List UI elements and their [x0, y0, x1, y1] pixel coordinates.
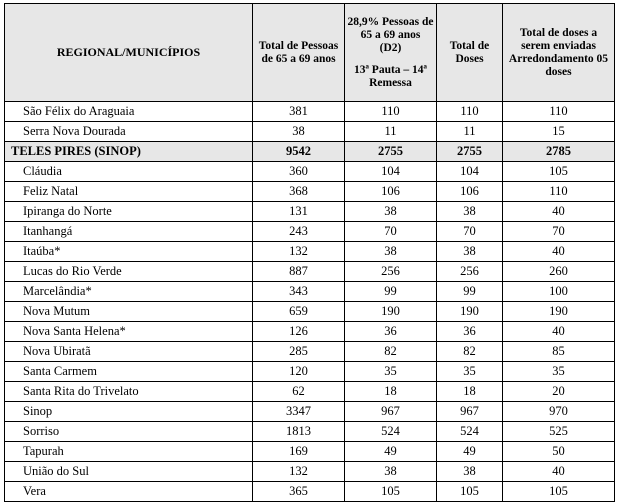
cell-doses-sent: 260: [503, 262, 615, 282]
cell-municipio: Serra Nova Dourada: [5, 122, 253, 142]
cell-municipio: Marcelândia*: [5, 282, 253, 302]
cell-total-people: 62: [253, 382, 345, 402]
cell-d2: 38: [345, 462, 437, 482]
cell-doses-sent: 525: [503, 422, 615, 442]
cell-d2: 82: [345, 342, 437, 362]
cell-municipio: Santa Carmem: [5, 362, 253, 382]
cell-total-doses: 49: [437, 442, 503, 462]
cell-municipio: São Félix do Araguaia: [5, 102, 253, 122]
cell-doses-sent: 35: [503, 362, 615, 382]
cell-total-people: 38: [253, 122, 345, 142]
cell-total-people: 3347: [253, 402, 345, 422]
cell-d2: 38: [345, 202, 437, 222]
cell-total-doses: 11: [437, 122, 503, 142]
cell-doses-sent: 105: [503, 162, 615, 182]
header-d2-line1: 28,9% Pessoas de 65 a 69 anos: [347, 15, 434, 41]
cell-total-doses: 70: [437, 222, 503, 242]
header-d2-line2: (D2): [379, 41, 402, 54]
cell-d2: 256: [345, 262, 437, 282]
cell-municipio: Sorriso: [5, 422, 253, 442]
table-row: [5, 382, 615, 402]
cell-d2: 106: [345, 182, 437, 202]
cell-total-doses: 105: [437, 482, 503, 502]
cell-total-doses: 110: [437, 102, 503, 122]
header-regional-municipios: REGIONAL/MUNICÍPIOS: [5, 4, 253, 102]
table-row: [5, 482, 615, 502]
header-doses-sent: Total de doses a serem enviadas Arredondamento 05 doses: [503, 4, 615, 102]
cell-doses-sent: 2785: [503, 142, 615, 162]
header-row: [5, 4, 615, 102]
cell-municipio: Ipiranga do Norte: [5, 202, 253, 222]
header-d2-gap: [347, 55, 434, 64]
header-total-people: Total de Pessoas de 65 a 69 anos: [253, 4, 345, 102]
header-d2-line3: 13ª Pauta – 14ª Remessa: [353, 63, 428, 89]
cell-municipio: Nova Mutum: [5, 302, 253, 322]
cell-total-people: 132: [253, 462, 345, 482]
table-header: [5, 4, 615, 102]
table-row: [5, 282, 615, 302]
cell-total-people: 131: [253, 202, 345, 222]
table-row: [5, 302, 615, 322]
cell-municipio: Nova Santa Helena*: [5, 322, 253, 342]
cell-total-people: 9542: [253, 142, 345, 162]
cell-total-people: 343: [253, 282, 345, 302]
cell-d2: 99: [345, 282, 437, 302]
cell-doses-sent: 40: [503, 242, 615, 262]
cell-total-doses: 104: [437, 162, 503, 182]
cell-total-people: 360: [253, 162, 345, 182]
cell-d2: 18: [345, 382, 437, 402]
table-row: [5, 222, 615, 242]
table-row: [5, 442, 615, 462]
cell-municipio: Lucas do Rio Verde: [5, 262, 253, 282]
cell-total-people: 132: [253, 242, 345, 262]
header-d2-percentage: [345, 4, 437, 102]
cell-total-people: 368: [253, 182, 345, 202]
cell-municipio: Tapurah: [5, 442, 253, 462]
cell-total-doses: 967: [437, 402, 503, 422]
cell-d2: 2755: [345, 142, 437, 162]
cell-total-people: 243: [253, 222, 345, 242]
cell-total-doses: 38: [437, 462, 503, 482]
cell-municipio: Cláudia: [5, 162, 253, 182]
table-row: [5, 182, 615, 202]
cell-municipio: Itaúba*: [5, 242, 253, 262]
table-body: [5, 102, 615, 502]
cell-d2: 104: [345, 162, 437, 182]
table-row: [5, 342, 615, 362]
cell-d2: 105: [345, 482, 437, 502]
table-row: [5, 402, 615, 422]
cell-total-people: 169: [253, 442, 345, 462]
cell-doses-sent: 20: [503, 382, 615, 402]
table-row: [5, 242, 615, 262]
table-row: [5, 202, 615, 222]
cell-municipio: Vera: [5, 482, 253, 502]
cell-total-people: 1813: [253, 422, 345, 442]
cell-total-people: 285: [253, 342, 345, 362]
cell-d2: 524: [345, 422, 437, 442]
cell-municipio: Sinop: [5, 402, 253, 422]
cell-d2: 49: [345, 442, 437, 462]
table-row: [5, 462, 615, 482]
cell-total-doses: 18: [437, 382, 503, 402]
cell-d2: 35: [345, 362, 437, 382]
cell-doses-sent: 110: [503, 182, 615, 202]
cell-total-people: 126: [253, 322, 345, 342]
table-row: [5, 362, 615, 382]
cell-total-doses: 2755: [437, 142, 503, 162]
cell-municipio: União do Sul: [5, 462, 253, 482]
cell-doses-sent: 70: [503, 222, 615, 242]
cell-total-doses: 38: [437, 242, 503, 262]
cell-doses-sent: 100: [503, 282, 615, 302]
cell-total-doses: 524: [437, 422, 503, 442]
cell-doses-sent: 40: [503, 462, 615, 482]
table-row: [5, 102, 615, 122]
cell-total-doses: 38: [437, 202, 503, 222]
cell-total-doses: 82: [437, 342, 503, 362]
cell-municipio: TELES PIRES (SINOP): [5, 142, 253, 162]
cell-total-people: 659: [253, 302, 345, 322]
cell-doses-sent: 110: [503, 102, 615, 122]
cell-doses-sent: 970: [503, 402, 615, 422]
cell-doses-sent: 15: [503, 122, 615, 142]
cell-doses-sent: 105: [503, 482, 615, 502]
cell-total-doses: 35: [437, 362, 503, 382]
cell-d2: 967: [345, 402, 437, 422]
cell-d2: 70: [345, 222, 437, 242]
cell-d2: 36: [345, 322, 437, 342]
table-row: [5, 162, 615, 182]
cell-total-doses: 256: [437, 262, 503, 282]
cell-total-doses: 99: [437, 282, 503, 302]
header-total-doses: Total de Doses: [437, 4, 503, 102]
cell-total-doses: 36: [437, 322, 503, 342]
cell-total-doses: 190: [437, 302, 503, 322]
cell-total-doses: 106: [437, 182, 503, 202]
cell-municipio: Feliz Natal: [5, 182, 253, 202]
cell-total-people: 381: [253, 102, 345, 122]
cell-doses-sent: 40: [503, 202, 615, 222]
cell-d2: 110: [345, 102, 437, 122]
cell-total-people: 365: [253, 482, 345, 502]
table-row: [5, 122, 615, 142]
cell-total-people: 120: [253, 362, 345, 382]
table-row-region: [5, 142, 615, 162]
cell-municipio: Itanhangá: [5, 222, 253, 242]
table-row: [5, 422, 615, 442]
cell-doses-sent: 190: [503, 302, 615, 322]
cell-doses-sent: 50: [503, 442, 615, 462]
table-row: [5, 322, 615, 342]
cell-d2: 38: [345, 242, 437, 262]
cell-d2: 190: [345, 302, 437, 322]
cell-municipio: Nova Ubiratã: [5, 342, 253, 362]
cell-doses-sent: 85: [503, 342, 615, 362]
cell-d2: 11: [345, 122, 437, 142]
cell-doses-sent: 40: [503, 322, 615, 342]
cell-total-people: 887: [253, 262, 345, 282]
cell-municipio: Santa Rita do Trivelato: [5, 382, 253, 402]
vaccine-doses-table: [4, 3, 615, 502]
table-row: [5, 262, 615, 282]
